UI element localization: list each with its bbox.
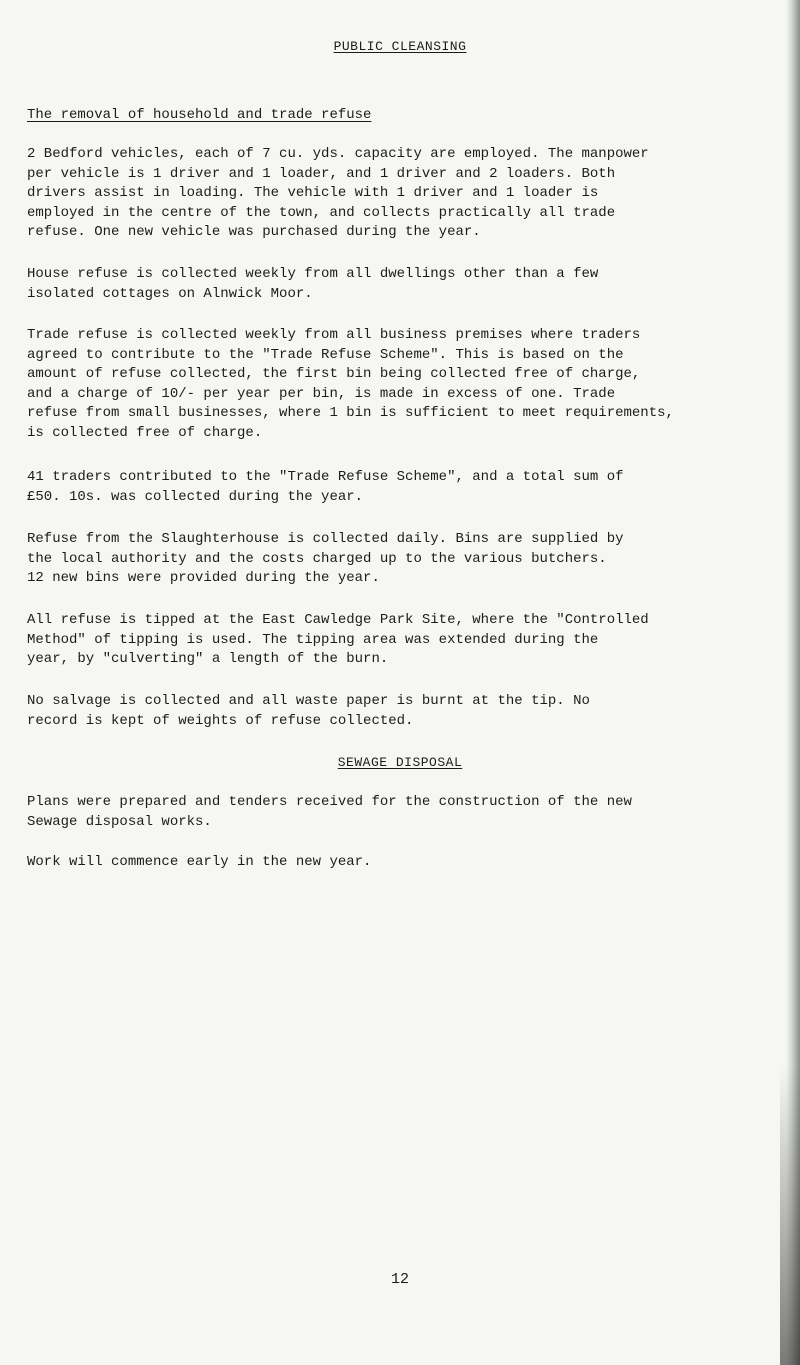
paragraph-tipping: All refuse is tipped at the East Cawledge Park Site, where the "Controlled Method" of tipping is used. The tipping area was extended during the year, by "culverting" a length of the burn. xyxy=(27,612,649,667)
scan-edge-shadow-bottom xyxy=(780,1065,800,1365)
paragraph-vehicles: 2 Bedford vehicles, each of 7 cu. yds. capacity are employed. The manpower per vehicle is 1 driver and 1 loader, and 1 driver and 2 loaders. Both drivers assist in loading. The vehicle with 1 driver and 1 loader is employed in the centre of the town, and collects practically all trade refuse. One new vehicle was purchased during the year. xyxy=(27,146,649,240)
section-heading-refuse-removal: The removal of household and trade refuse xyxy=(27,107,372,123)
paragraph-house-refuse: House refuse is collected weekly from all dwellings other than a few isolated cottages on Alnwick Moor. xyxy=(27,266,599,302)
paragraph-traders-contribution: 41 traders contributed to the "Trade Refuse Scheme", and a total sum of £50. 10s. was collected during the year. xyxy=(27,469,624,505)
paragraph-sewage-plans: Plans were prepared and tenders received for the construction of the new Sewage disposal works. xyxy=(27,794,632,830)
page-number: 12 xyxy=(390,1271,409,1288)
paragraph-work-commence: Work will commence early in the new year. xyxy=(27,854,372,870)
paragraph-trade-refuse: Trade refuse is collected weekly from all business premises where traders agreed to contribute to the "Trade Refuse Scheme". This is based on the amount of refuse collected, the first bin being collected free of charge, and a charge of 10/- per year per bin, is made in excess of one. Trade refuse from small businesses, where 1 bin is sufficient to meet requirements, is collected free of charge. xyxy=(27,327,674,441)
page-title: PUBLIC CLEANSING xyxy=(333,39,467,54)
paragraph-slaughterhouse: Refuse from the Slaughterhouse is collected daily. Bins are supplied by the local authority and the costs charged up to the various butchers. 12 new bins were provided during the year. xyxy=(27,531,624,586)
section-heading-sewage-disposal: SEWAGE DISPOSAL xyxy=(337,755,463,770)
paragraph-salvage: No salvage is collected and all waste paper is burnt at the tip. No record is kept of weights of refuse collected. xyxy=(27,693,590,729)
